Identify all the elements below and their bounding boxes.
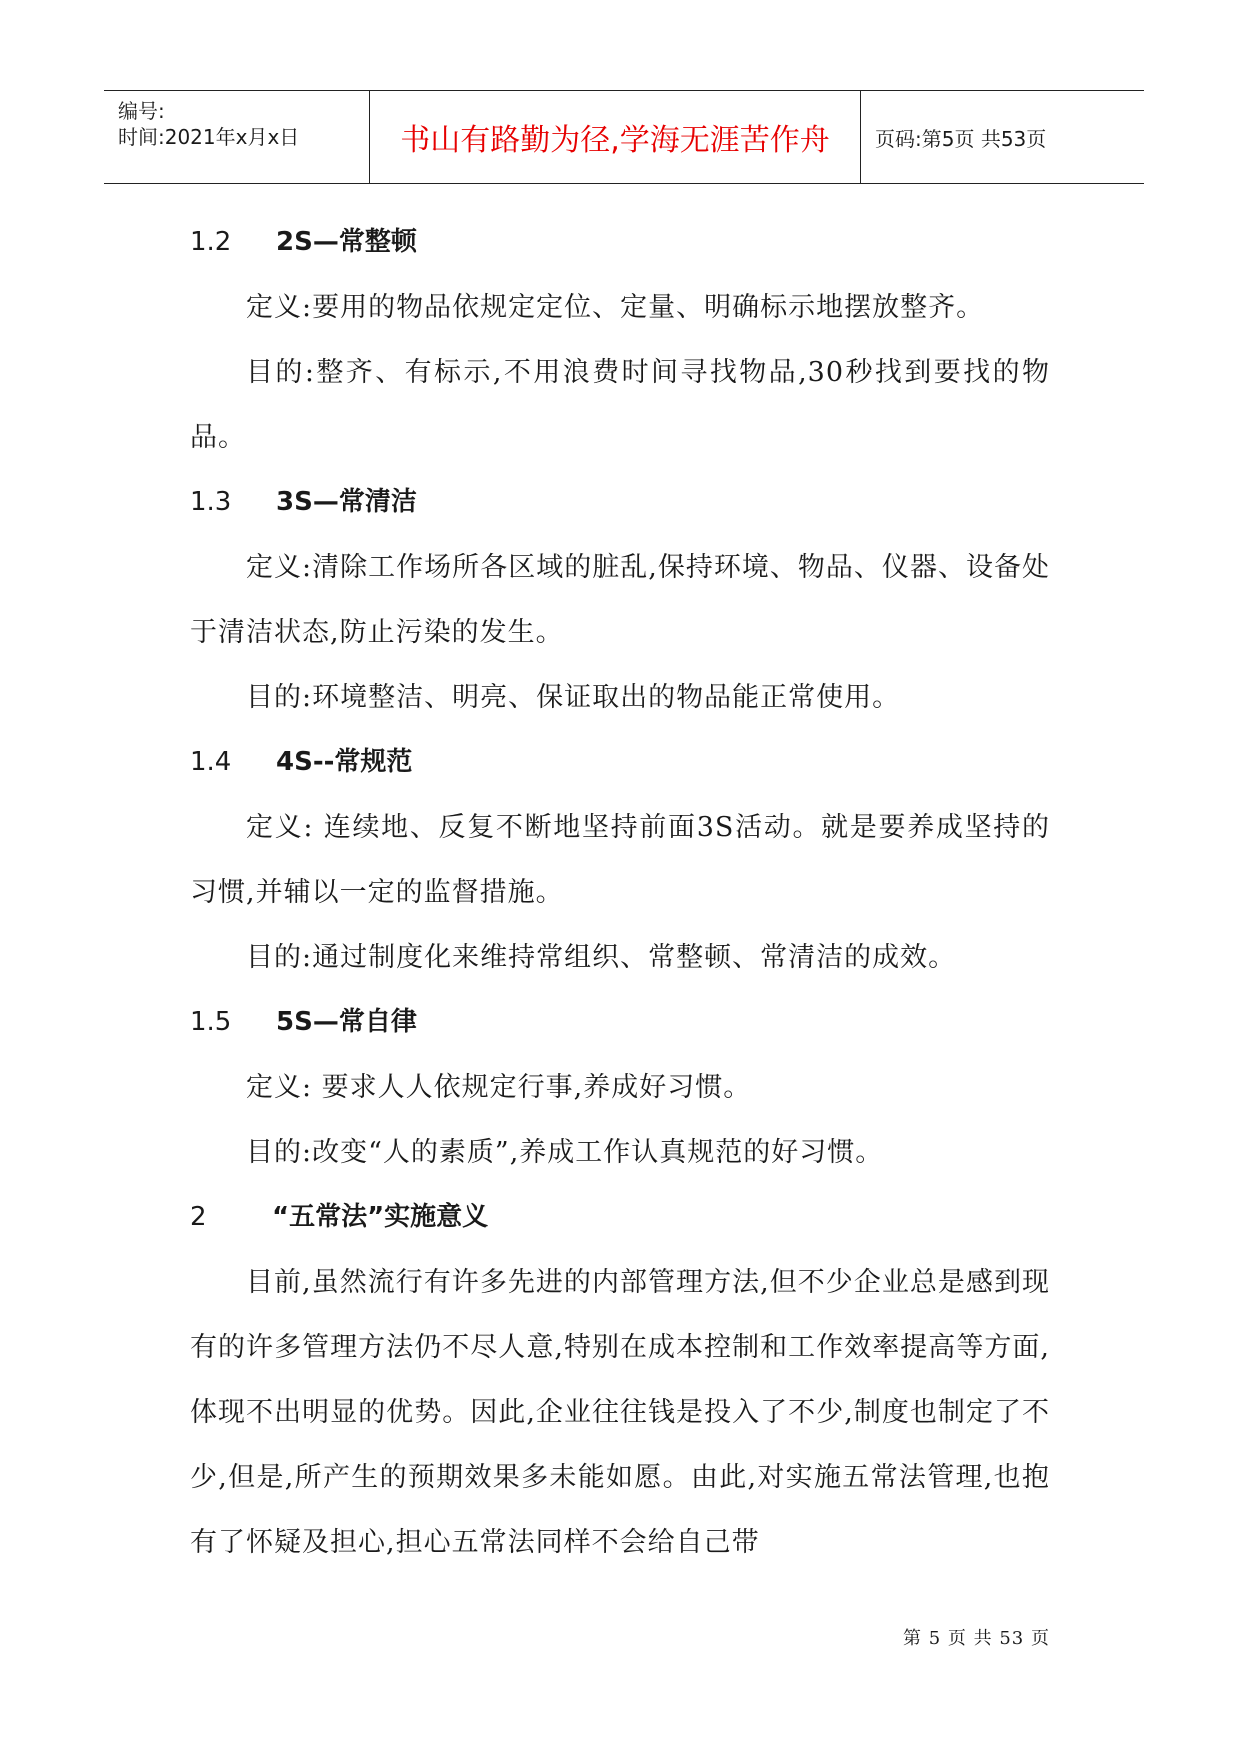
definition-paragraph: 定义:清除工作场所各区域的脏乱,保持环境、物品、仪器、设备处于清洁状态,防止污染的发生。 xyxy=(190,552,1050,648)
purpose-paragraph: 目的:通过制度化来维持常组织、常整顿、常清洁的成效。 xyxy=(246,942,957,973)
definition-paragraph: 定义: 要求人人依规定行事,养成好习惯。 xyxy=(246,1072,752,1103)
section-number: 1.2 xyxy=(190,227,232,257)
header-slogan: 书山有路勤为径,学海无涯苦作舟 xyxy=(370,91,861,183)
purpose-paragraph: 目的:环境整洁、明亮、保证取出的物品能正常使用。 xyxy=(246,682,901,713)
section-number: 1.5 xyxy=(190,1007,232,1037)
section-heading-2 xyxy=(190,1185,1050,1250)
header-meta-cell xyxy=(104,91,370,183)
purpose-paragraph: 目的:改变“人的素质”,养成工作认真规范的好习惯。 xyxy=(246,1137,884,1168)
definition-paragraph: 定义:要用的物品依规定定位、定量、明确标示地摆放整齐。 xyxy=(246,292,985,323)
page-footer: 第 5 页 共 53 页 xyxy=(903,1628,1050,1649)
section-title: 3S—常清洁 xyxy=(276,487,417,517)
section-heading-1-3 xyxy=(190,470,1050,535)
section-heading-1-5 xyxy=(190,990,1050,1055)
purpose-paragraph: 目的:整齐、有标示,不用浪费时间寻找物品,30秒找到要找的物品。 xyxy=(190,357,1050,453)
time-label: 时间:2021年x月x日 xyxy=(118,125,300,149)
section-heading-1-2 xyxy=(190,210,1050,275)
section-title: 4S--常规范 xyxy=(276,747,413,777)
section-number: 2 xyxy=(190,1202,207,1232)
section-title: 5S—常自律 xyxy=(276,1007,417,1037)
section-title: 2S—常整顿 xyxy=(276,227,417,257)
section-title: “五常法”实施意义 xyxy=(272,1202,489,1232)
header-page-info: 页码:第5页 共53页 xyxy=(875,126,1047,151)
definition-paragraph: 定义: 连续地、反复不断地坚持前面3S活动。就是要养成坚持的习惯,并辅以一定的监督措施。 xyxy=(190,812,1050,908)
section-number: 1.4 xyxy=(190,747,232,777)
document-body xyxy=(190,210,1050,1575)
serial-number-label: 编号: xyxy=(118,99,165,123)
document-header xyxy=(104,90,1144,184)
section-number: 1.3 xyxy=(190,487,232,517)
body-paragraph: 目前,虽然流行有许多先进的内部管理方法,但不少企业总是感到现有的许多管理方法仍不尽人意,特别在成本控制和工作效率提高等方面,体现不出明显的优势。因此,企业往往钱是投入了不少,制度也制定了不少,但是,所产生的预期效果多未能如愿。由此,对实施五常法管理,也抱有了怀疑及担心,担心五常法同样不会给自己带 xyxy=(190,1267,1050,1558)
section-heading-1-4 xyxy=(190,730,1050,795)
